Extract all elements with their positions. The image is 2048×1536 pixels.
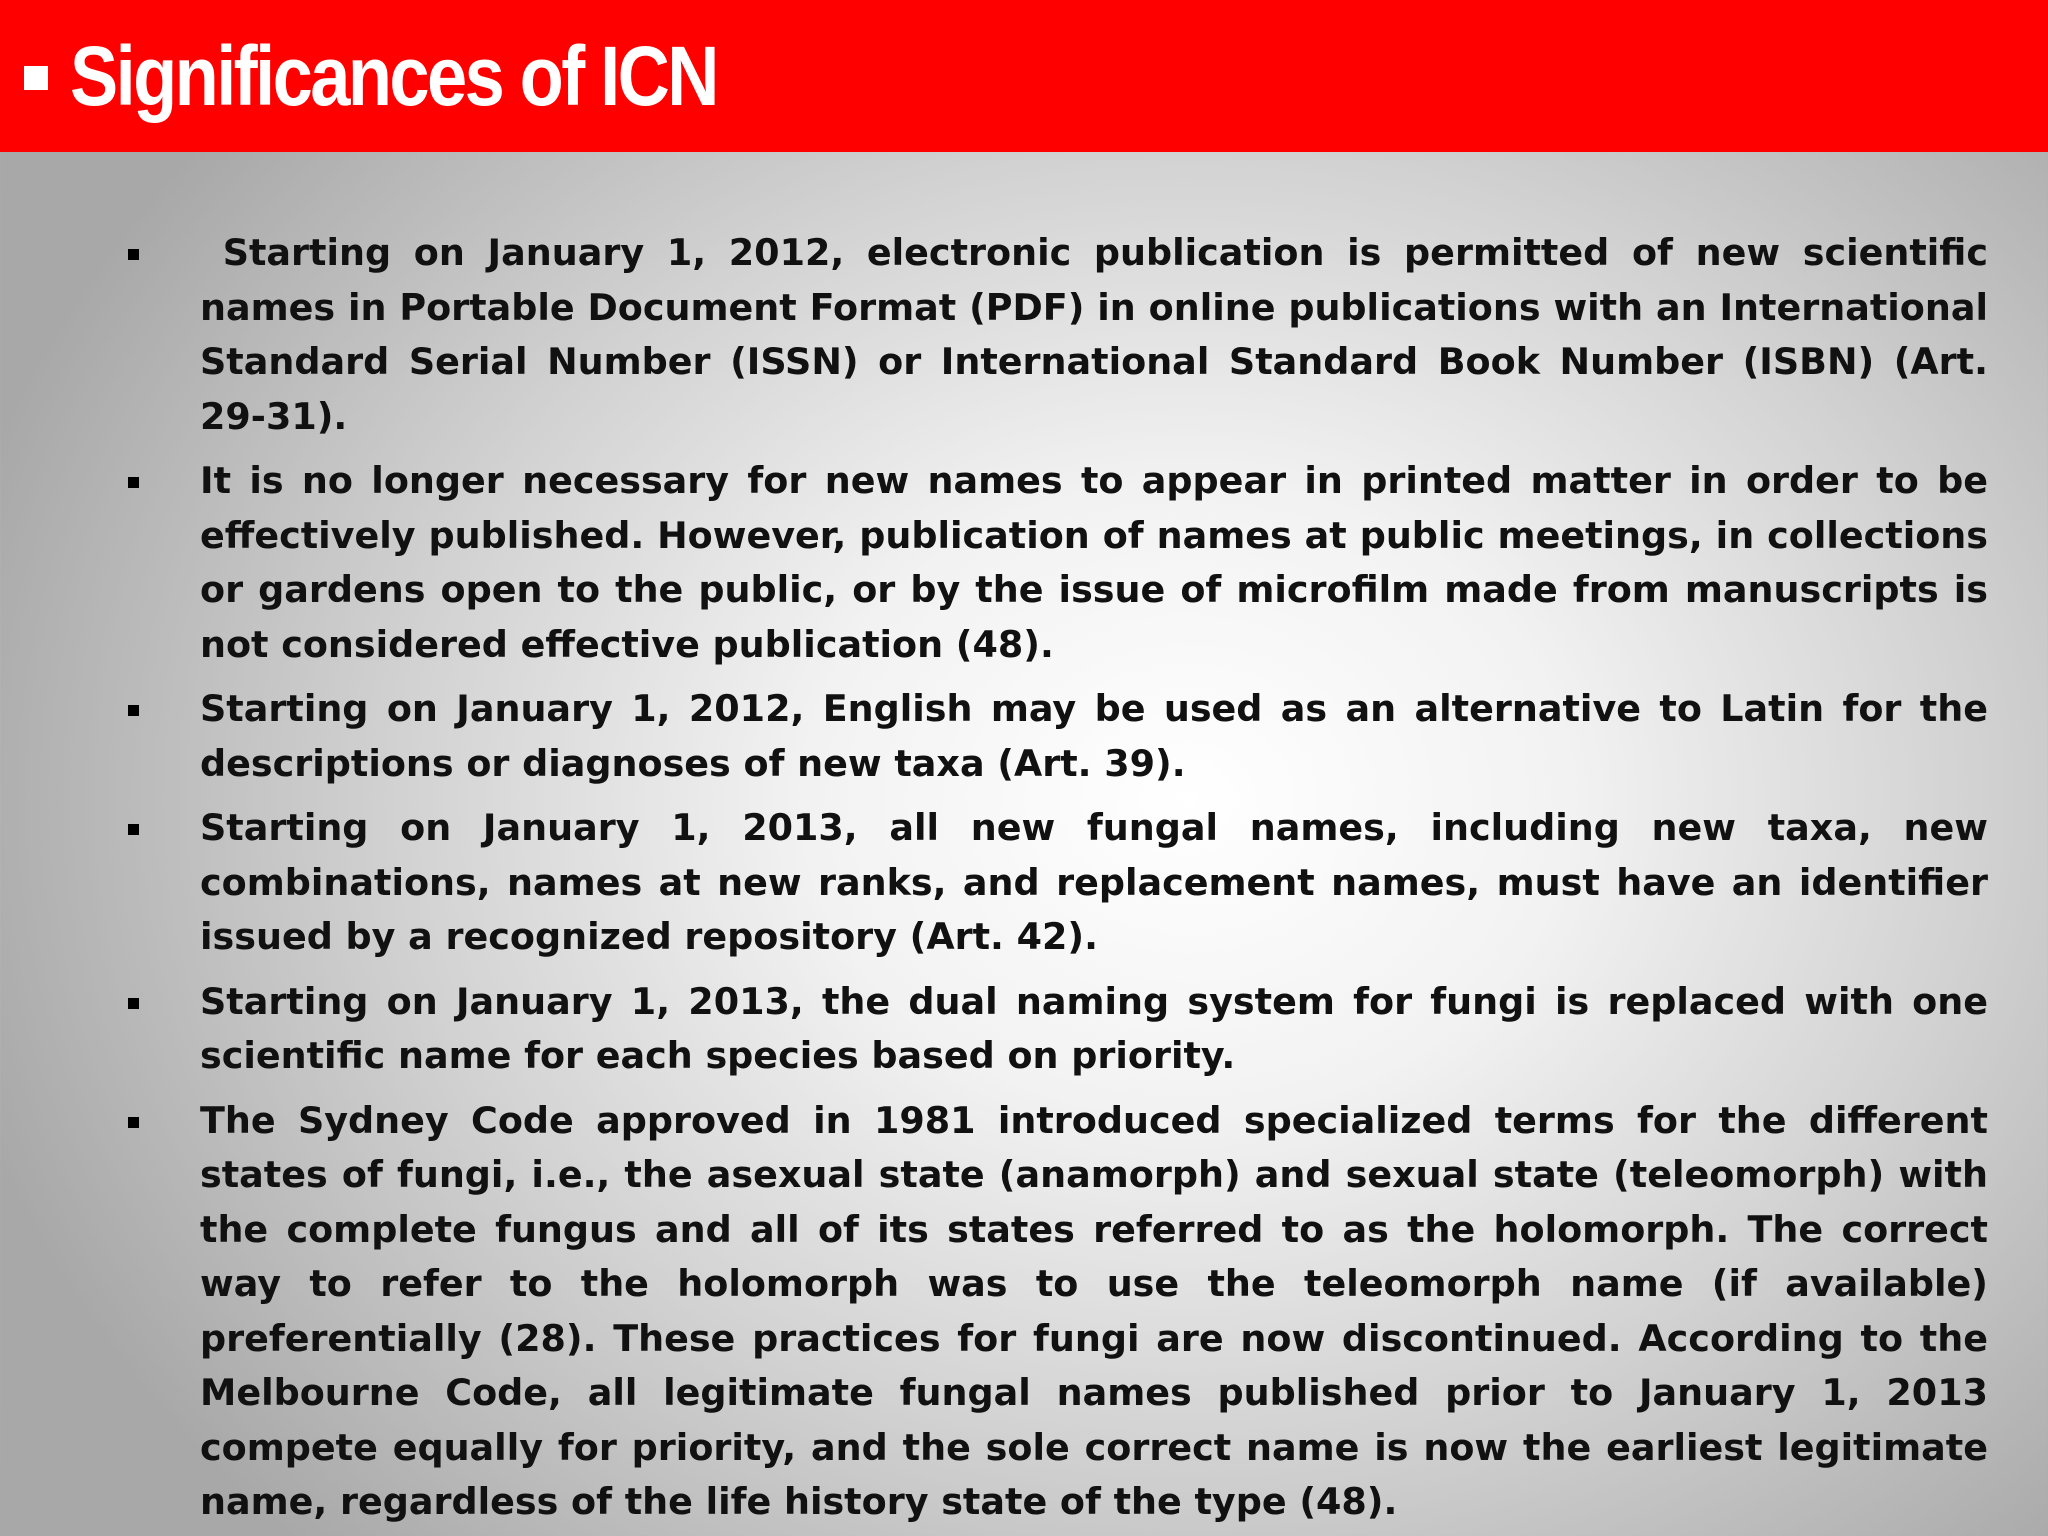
bullet-item — [126, 682, 1988, 791]
square-bullet-icon — [128, 1117, 139, 1128]
square-bullet-icon — [128, 705, 139, 716]
bullet-text: Starting on January 1, 2012, English may be used as an alternative to Latin for the descriptions or diagnoses of new taxa (Art. 39). — [200, 687, 1988, 785]
slide-content — [126, 226, 2001, 1536]
bullet-text: Starting on January 1, 2013, all new fungal names, including new taxa, new combinations, names at new ranks, and replacement names, must have an identifier issued by a recognized repository (Art. 42). — [200, 806, 1988, 958]
bullet-item — [126, 975, 1988, 1084]
bullet-text: The Sydney Code approved in 1981 introduced specialized terms for the different states of fungi, i.e., the asexual state (anamorph) and sexual state (teleomorph) with the complete fungus and all of its states referred to as the holomorph. The correct way to refer to the holomorph was to use the teleomorph name (if available) preferentially (28). These practices for fungi are now discontinued. According to the Melbourne Code, all legitimate fungal names published prior to January 1, 2013 compete equally for priority, and the sole correct name is now the earliest legitimate name, regardless of the life history state of the type (48). — [200, 1098, 1988, 1523]
slide-title-bar — [0, 0, 2048, 152]
square-bullet-icon — [128, 249, 139, 260]
square-bullet-icon — [128, 477, 139, 488]
square-bullet-icon — [128, 824, 139, 835]
bullet-item — [126, 801, 1988, 965]
bullet-text: It is no longer necessary for new names to appear in printed matter in order to be effectively published. However, publication of names at public meetings, in collections or gardens open to the public, or by the issue of microfilm made from manuscripts is not considered effective publication (48). — [200, 459, 1988, 666]
bullet-text: Starting on January 1, 2013, the dual naming system for fungi is replaced with one scientific name for each species based on priority. — [200, 979, 1988, 1077]
square-bullet-icon — [128, 998, 139, 1009]
title-bullet-icon — [24, 66, 48, 90]
slide-title: Significances of ICN — [70, 29, 717, 123]
bullet-item — [126, 454, 1988, 672]
bullet-item — [126, 1094, 1988, 1530]
bullet-text: Starting on January 1, 2012, electronic publication is permitted of new scientific names in Portable Document Format (PDF) in online publications with an International Standard Serial Number (ISSN) or International Standard Book Number (ISBN) (Art. 29-31). — [200, 231, 2001, 438]
bullet-item — [126, 226, 2001, 444]
